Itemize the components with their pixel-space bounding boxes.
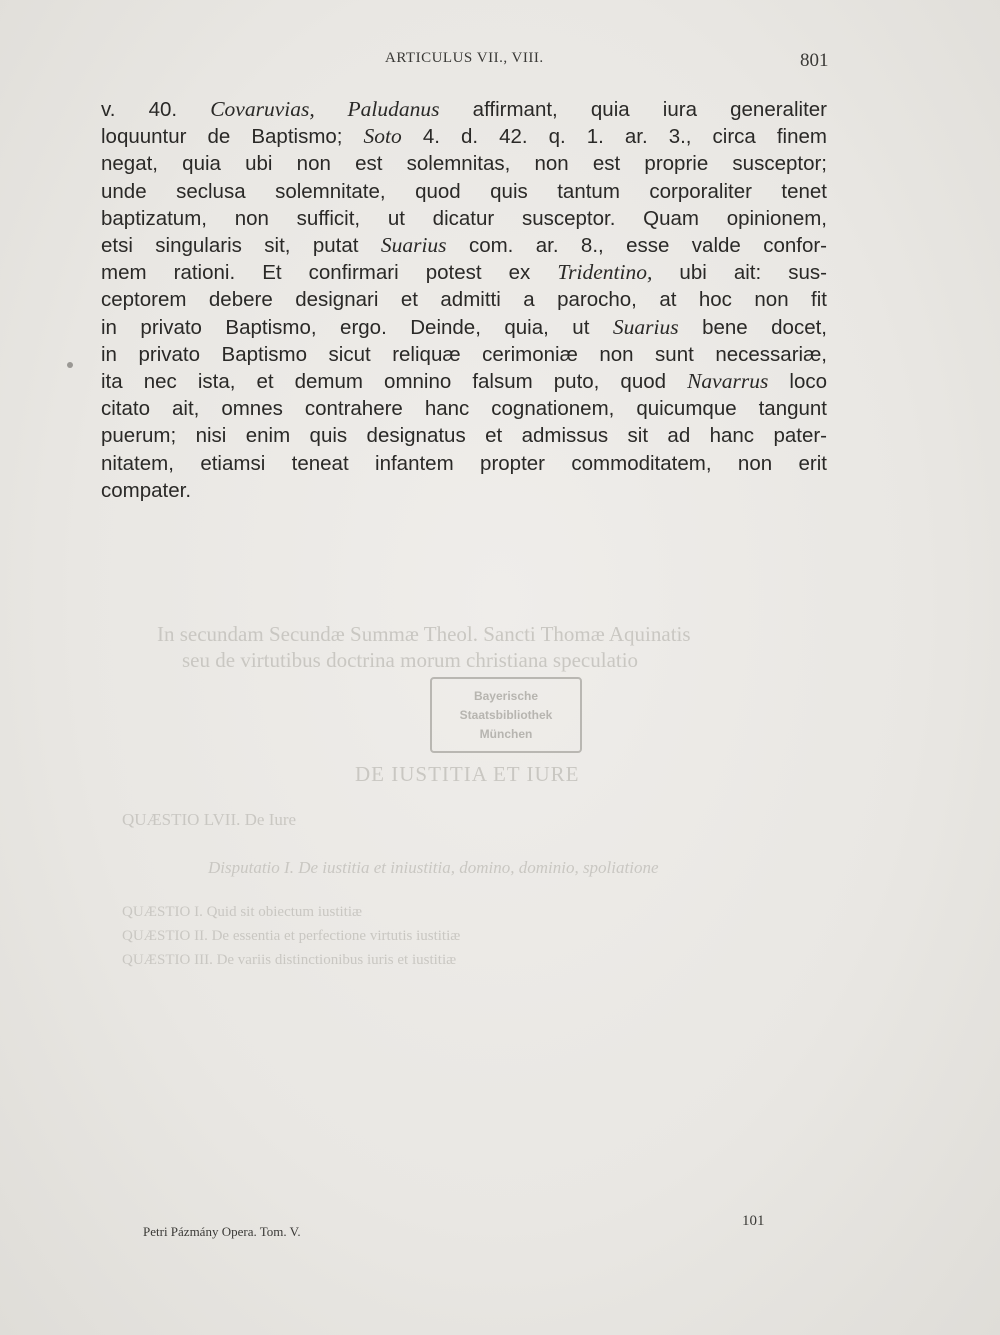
- text-run: 4. d. 42. q. 1. ar. 3., circa finem: [401, 125, 827, 149]
- show-through-line: QUÆSTIO III. De variis distinctionibus iuris et iustitiæ: [122, 952, 457, 968]
- italic-name: Suarius: [612, 314, 679, 339]
- library-stamp: [430, 677, 582, 753]
- show-through-heading: DE IUSTITIA ET IURE: [355, 762, 580, 786]
- text-run: unde seclusa solemnitate, quod quis tantum corporaliter tenet: [101, 179, 827, 203]
- show-through-title-1: In secundam Secundæ Summæ Theol. Sancti Thomæ Aquinatis: [157, 622, 691, 646]
- text-line: [101, 450, 827, 477]
- page-number: 801: [800, 50, 829, 71]
- italic-name: Soto: [363, 124, 402, 149]
- stamp-line-2: Staatsbibliothek: [459, 708, 553, 722]
- text-line: [101, 232, 827, 259]
- text-line: [101, 314, 827, 341]
- text-run: mem rationi. Et confirmari potest ex: [101, 261, 558, 285]
- text-run: affirmant, quia iura generaliter: [439, 98, 827, 121]
- text-run: bene docet,: [678, 315, 827, 339]
- text-line: [101, 123, 827, 150]
- text-run: ceptorem debere designari et admitti a parocho, at hoc non fit: [101, 288, 827, 312]
- footer-citation: Petri Pázmány Opera. Tom. V.: [143, 1224, 301, 1239]
- text-line: [101, 205, 827, 232]
- text-run: com. ar. 8., esse valde confor-: [446, 234, 827, 258]
- signature-mark: 101: [742, 1213, 765, 1229]
- text-line: [101, 178, 827, 205]
- text-run: loco: [768, 370, 827, 394]
- text-run: v. 40.: [101, 98, 211, 121]
- text-run: negat, quia ubi non est solemnitas, non est proprie susceptor;: [101, 152, 827, 176]
- stamp-line-3: München: [479, 727, 533, 741]
- text-run: compater.: [101, 478, 192, 502]
- running-head: ARTICULUS VII., VIII.: [385, 50, 544, 66]
- show-through-line: QUÆSTIO II. De essentia et perfectione virtutis iustitiæ: [122, 928, 461, 944]
- stamp-line-1: Bayerische: [473, 689, 539, 703]
- text-line: [101, 286, 827, 313]
- italic-name: Tridentino,: [557, 260, 653, 285]
- text-run: puerum; nisi enim quis designatus et admissus sit ad hanc pater-: [101, 424, 827, 448]
- text-line: [101, 422, 827, 449]
- text-run: nitatem, etiamsi teneat infantem propter commoditatem, non erit: [101, 451, 827, 475]
- text-line: [101, 96, 827, 123]
- text-run: etsi singularis sit, putat: [101, 234, 381, 258]
- text-line: [101, 477, 827, 504]
- italic-name: Covaruvias, Paludanus: [210, 97, 440, 121]
- text-line: [101, 341, 827, 368]
- show-through-line: QUÆSTIO I. Quid sit obiectum iustitiæ: [122, 904, 362, 920]
- text-run: in privato Baptismo sicut reliquæ cerimoniæ non sunt necessariæ,: [101, 342, 827, 366]
- text-run: baptizatum, non sufficit, ut dicatur susceptor. Quam opinionem,: [101, 206, 827, 230]
- show-through-title-2: seu de virtutibus doctrina morum christiana speculatio: [182, 648, 639, 672]
- text-line: [101, 259, 827, 286]
- text-run: loquuntur de Baptismo;: [101, 125, 364, 149]
- show-through-question: QUÆSTIO LVII. De Iure: [122, 810, 297, 829]
- text-line: [101, 368, 827, 395]
- italic-name: Suarius: [380, 233, 447, 258]
- text-line: [101, 150, 827, 177]
- show-through-subheading: Disputatio I. De iustitia et iniustitia, domino, dominio, spoliatione: [208, 858, 659, 877]
- text-run: citato ait, omnes contrahere hanc cognationem, quicumque tangunt: [101, 397, 827, 421]
- margin-mark: [67, 362, 73, 368]
- italic-name: Navarrus: [687, 369, 769, 394]
- text-run: in privato Baptismo, ergo. Deinde, quia, ut: [101, 315, 613, 339]
- text-run: ubi ait: sus-: [652, 261, 827, 285]
- text-run: ita nec ista, et demum omnino falsum puto, quod: [101, 370, 688, 394]
- body-paragraph: [101, 96, 827, 504]
- text-line: [101, 395, 827, 422]
